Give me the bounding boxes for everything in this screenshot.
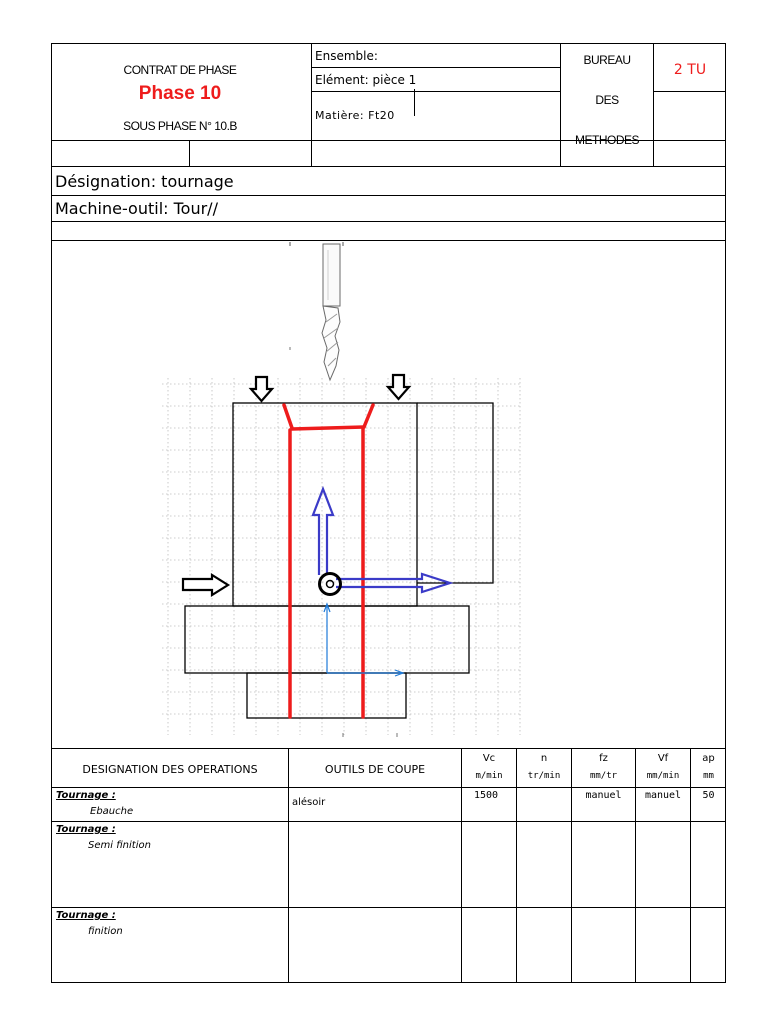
bureau-label: BUREAU <box>583 53 631 67</box>
ensemble-label: Ensemble: <box>315 49 378 63</box>
table-col <box>288 748 289 983</box>
col-header-ap-unit: mm <box>703 771 714 781</box>
table-col <box>690 748 691 983</box>
table-row-divider <box>51 821 726 822</box>
row-title: Tournage : <box>56 910 116 921</box>
col-header-outils: OUTILS DE COUPE <box>324 763 426 776</box>
row-sub: Semi finition <box>88 840 151 851</box>
methodes-label: METHODES <box>574 133 639 147</box>
row-fz: manuel <box>585 790 622 801</box>
machined-bore <box>284 405 373 717</box>
col-header-fz: fz <box>599 753 608 764</box>
table-col <box>461 748 462 983</box>
row-sub: finition <box>88 926 123 937</box>
row-title: Tournage : <box>56 790 116 801</box>
col-header-designation: DESIGNATION DES OPERATIONS <box>82 763 258 776</box>
des-label: DES <box>595 93 619 107</box>
table-top <box>51 748 726 749</box>
sous-phase: SOUS PHASE N° 10.B <box>123 119 237 133</box>
col-header-vf: Vf <box>657 753 669 764</box>
machine-line: Machine-outil: Tour// <box>55 199 218 218</box>
col-header-n-unit: tr/min <box>527 771 561 781</box>
row-ap: 50 <box>702 790 715 801</box>
table-header-divider <box>51 787 726 788</box>
row-vc: 1500 <box>474 790 499 801</box>
col-header-ap: ap <box>702 753 715 764</box>
row-outil: alésoir <box>292 797 326 808</box>
axis-arrows <box>313 489 450 592</box>
contract-title: CONTRAT DE PHASE <box>123 63 237 77</box>
drawing-grid <box>162 378 522 735</box>
table-col <box>635 748 636 983</box>
table-col <box>571 748 572 983</box>
reamer-tool-icon <box>322 244 340 380</box>
col-header-n: n <box>540 753 548 764</box>
col-header-vc-unit: m/min <box>475 771 503 781</box>
row-title: Tournage : <box>56 824 116 835</box>
row-vf: manuel <box>644 790 682 801</box>
col-header-vc: Vc <box>482 753 496 764</box>
designation-line: Désignation: tournage <box>55 172 234 191</box>
table-col <box>516 748 517 983</box>
col-header-fz-unit: mm/tr <box>589 771 618 781</box>
table-row-divider <box>51 907 726 908</box>
origin-marker <box>320 574 341 595</box>
row-sub: Ebauche <box>90 806 134 817</box>
phase-title: Phase 10 <box>138 83 222 104</box>
code-label: 2 TU <box>673 62 707 78</box>
element-label: Elément: pièce 1 <box>315 73 417 87</box>
col-header-vf-unit: mm/min <box>646 771 680 781</box>
matiere-label: Matière: Ft20 <box>315 109 395 122</box>
locating-arrow-icon <box>183 575 228 595</box>
